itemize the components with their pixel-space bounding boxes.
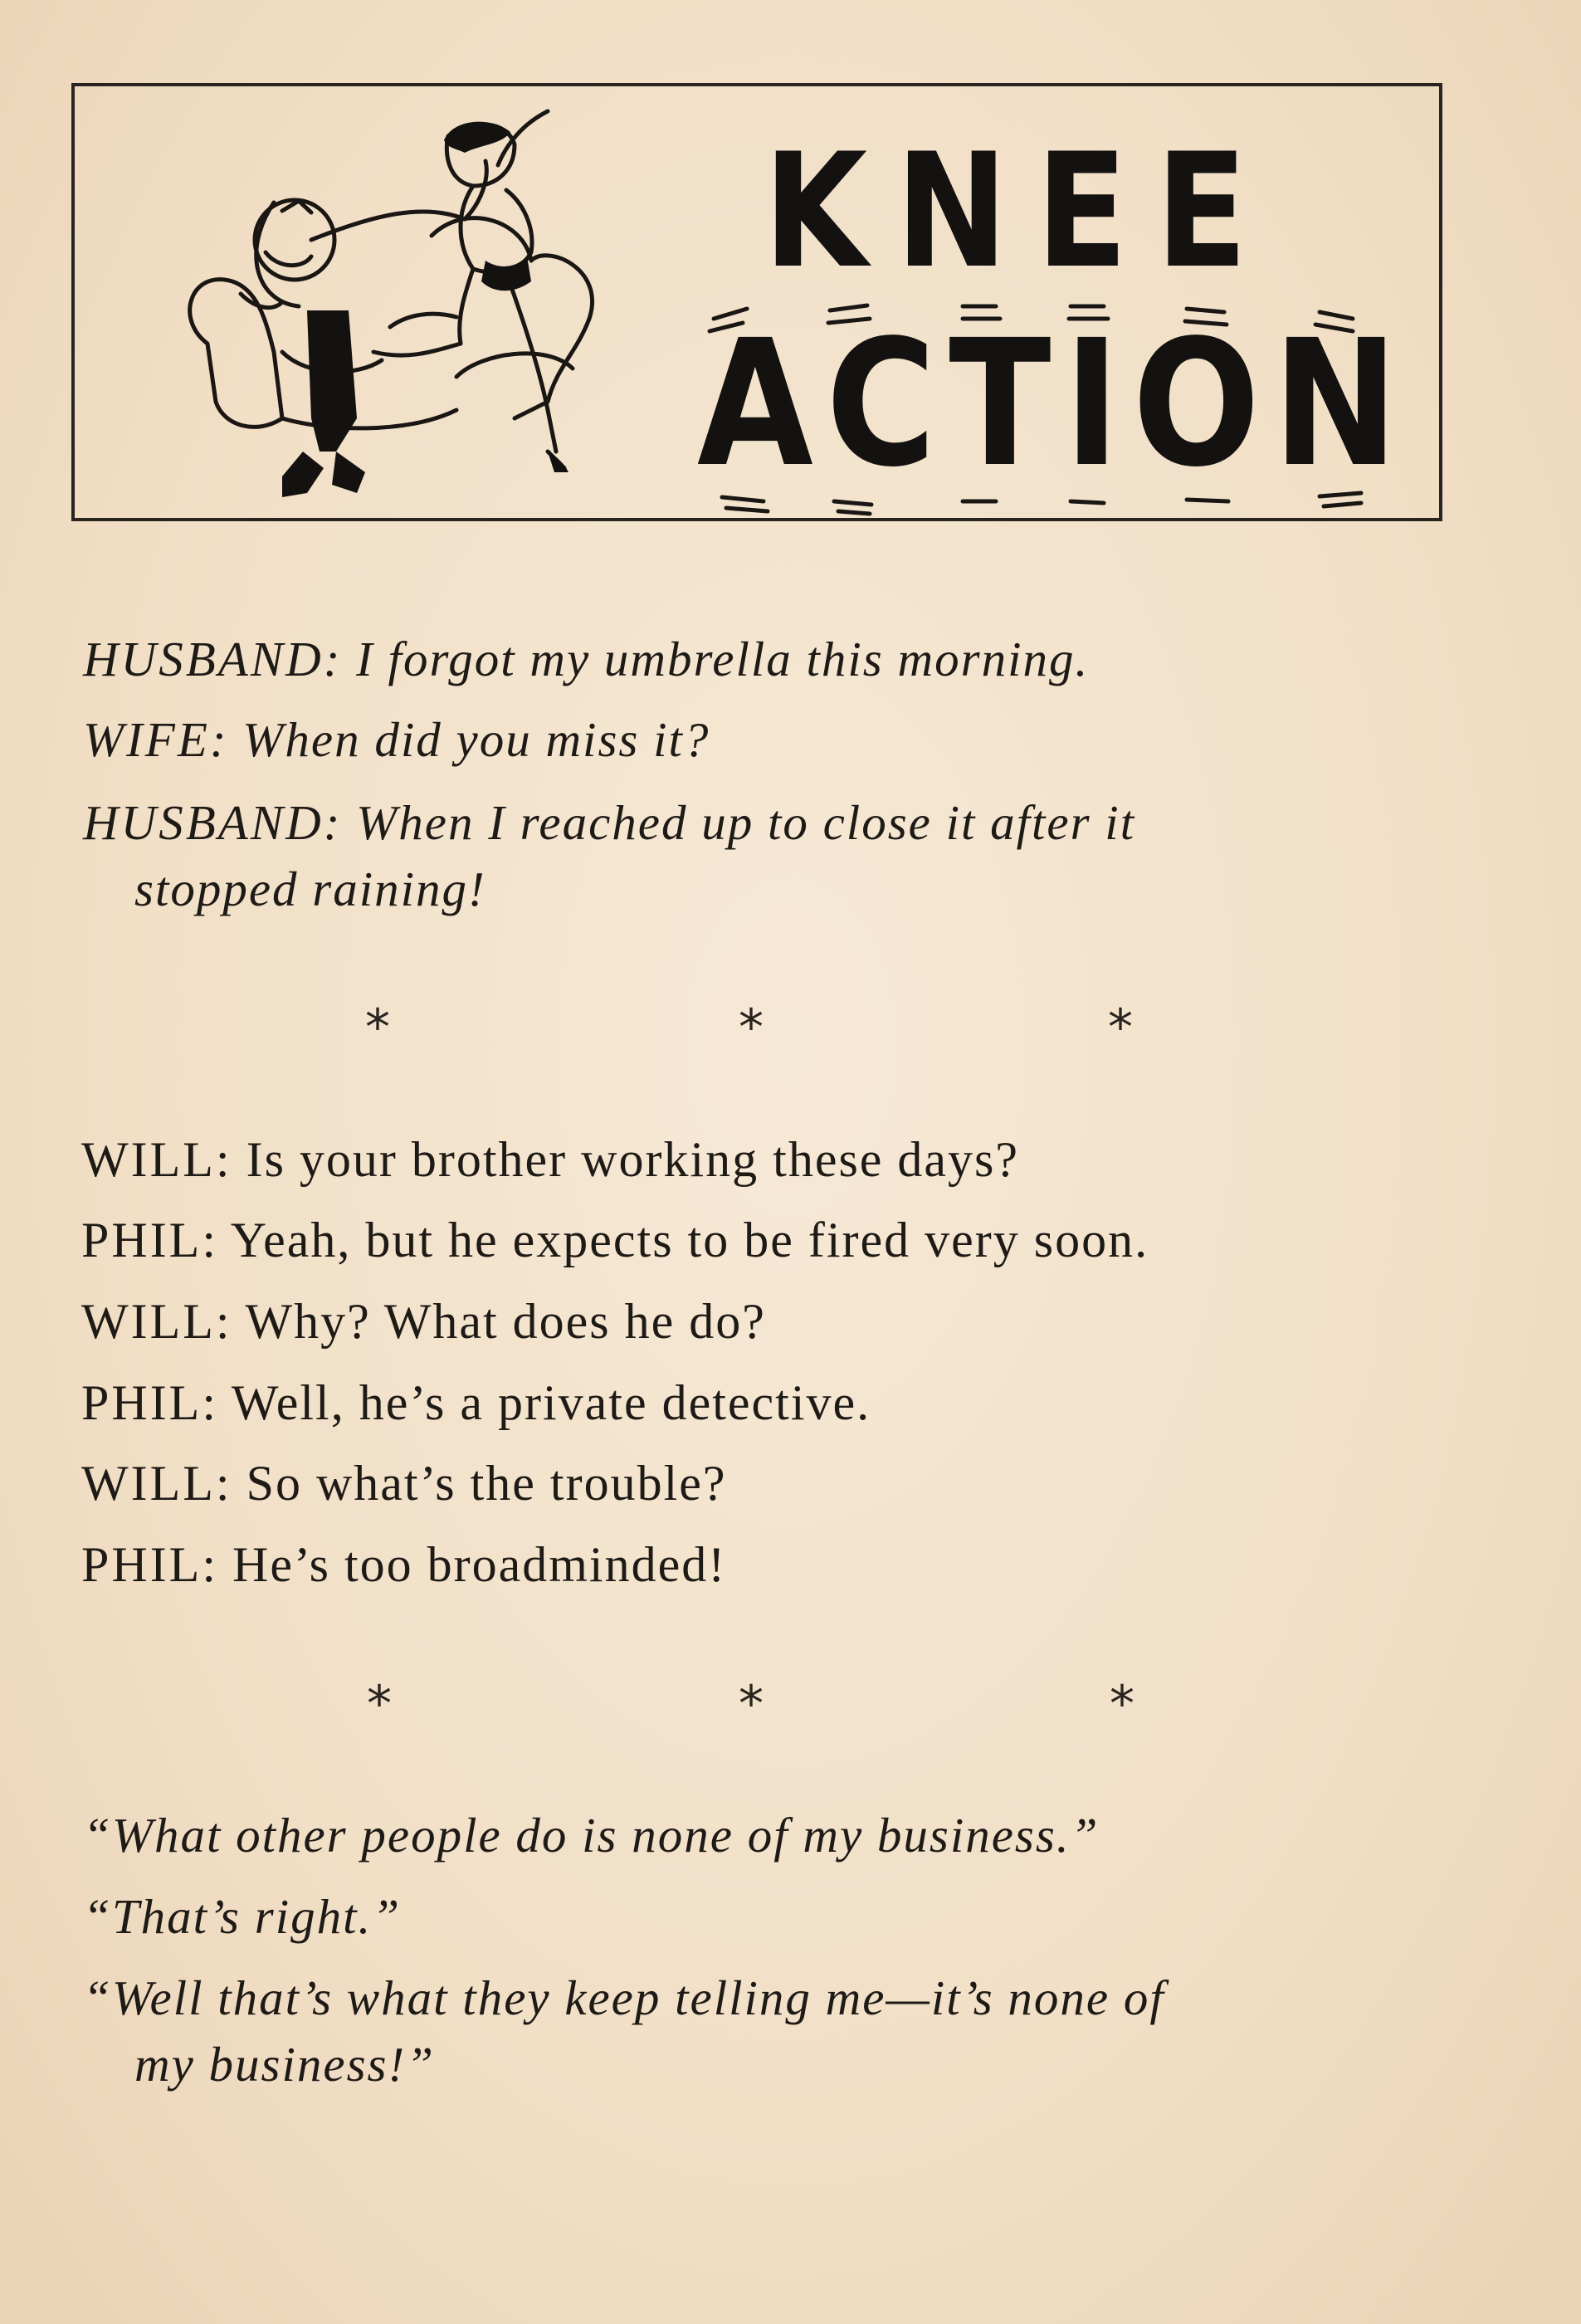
speaker-label: HUSBAND: [83,632,343,686]
separator-asterisk: * [739,1675,764,1733]
speaker-label: PHIL: [81,1375,218,1430]
dialogue-text: So what’s the trouble? [246,1456,727,1511]
speaker-label: WILL: [81,1132,232,1187]
speaker-label: PHIL: [81,1213,218,1267]
speaker-label: WILL: [81,1294,232,1349]
speaker-label: PHIL: [81,1537,218,1592]
separator-asterisk: * [1108,998,1133,1057]
joke2-line-1 [81,1131,1019,1189]
joke1-line-3 [83,794,1135,852]
joke2-line-5 [81,1455,727,1512]
joke3-line-3: “Well that’s what they keep telling me—it’s none of [83,1970,1165,2025]
speaker-label: WIFE: [83,712,229,767]
joke3-line-3-continuation: my business!” [134,2037,435,2092]
joke2-line-2 [81,1212,1149,1269]
joke1-line-2 [83,711,710,769]
header-box [71,83,1442,521]
joke3-line-2: “That’s right.” [83,1889,402,1944]
speaker-label: WILL: [81,1456,232,1511]
dialogue-text: Is your brother working these days? [246,1132,1020,1187]
dialogue-text: Why? What does he do? [245,1294,766,1349]
couple-illustration [158,103,672,518]
joke1-line-1 [83,631,1089,688]
dialogue-text: I forgot my umbrella this morning. [356,632,1090,686]
dialogue-text: Yeah, but he expects to be fired very soon. [230,1213,1149,1267]
joke2-line-3 [81,1293,766,1350]
joke2-line-6 [81,1536,726,1594]
dialogue-text: Well, he’s a private detective. [231,1375,871,1430]
title-word-knee: KNEE [764,120,1276,303]
separator-asterisk: * [739,998,764,1057]
joke2-line-4 [81,1374,871,1432]
separator-asterisk: * [365,998,390,1057]
dialogue-text: When I reached up to close it after it [356,795,1136,850]
dialogue-text: When did you miss it? [242,712,710,767]
separator-asterisk: * [1110,1675,1135,1733]
title-word-action: ACTION [697,302,1412,505]
separator-asterisk: * [367,1675,392,1733]
speaker-label: HUSBAND: [83,795,343,850]
dialogue-text: He’s too broadminded! [232,1537,727,1592]
joke3-line-1: “What other people do is none of my business.” [83,1808,1100,1863]
joke1-line-3-continuation: stopped raining! [134,862,486,916]
